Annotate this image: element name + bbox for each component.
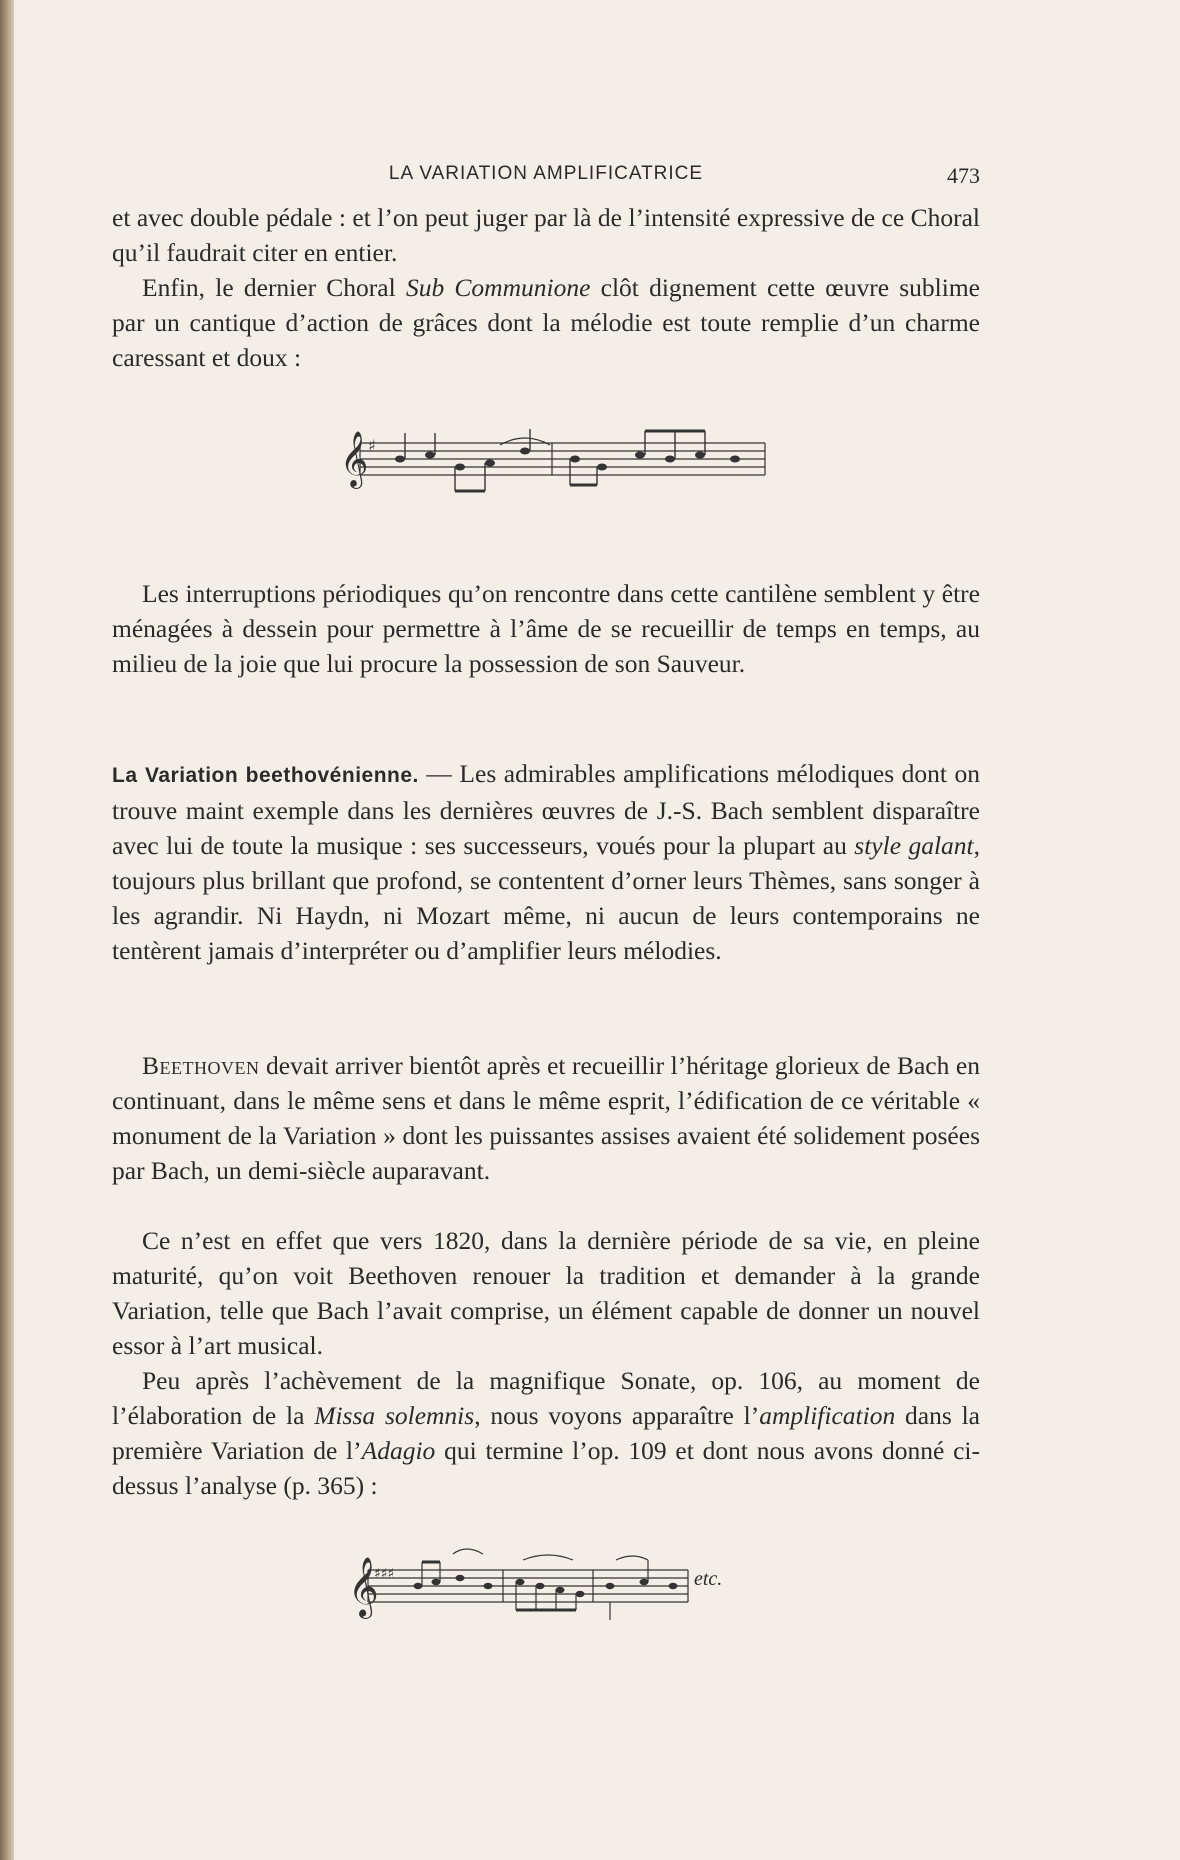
paragraph-7-text-a: Peu après l’achèvement de la magnifique Sonate, op. 106, au moment de l’élaboration de la bbox=[112, 1366, 980, 1430]
book-spine-edge bbox=[0, 0, 14, 1860]
name-beethoven: Beethoven bbox=[142, 1051, 260, 1080]
running-title: LA VARIATION AMPLIFICATRICE bbox=[388, 163, 704, 184]
work-title-sub-communione: Sub Communione bbox=[405, 273, 591, 302]
svg-text:♯: ♯ bbox=[368, 436, 376, 455]
paragraph-7-text-d: qui termine l’op. 109 et dont nous avons donné ci-dessus l’analyse (p. 365) : bbox=[112, 1436, 980, 1500]
music-example-2 bbox=[348, 1540, 723, 1630]
paragraph-7 bbox=[112, 1363, 980, 1503]
italic-missa-solemnis: Missa solemnis bbox=[314, 1401, 475, 1430]
music-example-1 bbox=[340, 425, 770, 505]
paragraph-1-text: et avec double pédale : et l’on peut juger par là de l’intensité expressive de ce Choral qu’il faudrait citer en entier. bbox=[112, 203, 980, 267]
paragraph-2-text-b: clôt dignement cette œuvre sublime par un cantique d’action de grâces dont la mélodie est toute remplie d’un charme caressant et doux : bbox=[112, 273, 980, 372]
section-heading: La Variation beethovénienne. bbox=[112, 764, 419, 787]
paragraph-6 bbox=[112, 1223, 980, 1363]
music-staff-1 bbox=[340, 425, 770, 505]
paragraph-7-text-b: , nous voyons apparaître l’ bbox=[474, 1401, 760, 1430]
italic-adagio: Adagio bbox=[361, 1436, 436, 1465]
paragraph-5 bbox=[112, 1048, 980, 1188]
italic-style-galant: style galant bbox=[854, 831, 974, 860]
running-head bbox=[112, 163, 980, 189]
music-staff-2 bbox=[348, 1540, 698, 1630]
paragraph-2 bbox=[112, 270, 980, 375]
treble-clef-icon-2: 𝄞 bbox=[348, 1557, 379, 1617]
paragraph-7-text-c: dans la première Variation de l’ bbox=[112, 1401, 980, 1465]
paragraph-4 bbox=[112, 756, 980, 968]
paragraph-6-text: Ce n’est en effet que vers 1820, dans la dernière période de sa vie, en pleine maturité, qu’on voit Beethoven renouer la tradition et demander à la grande Variation, telle que Bach l’avait comprise, un élément capable de donner un nouvel essor à l’art musical. bbox=[112, 1226, 980, 1360]
music-etc-label: etc. bbox=[694, 1568, 723, 1590]
paragraph-4-text-b: , toujours plus brillant que profond, se contentent d’orner leurs Thèmes, sans songer à les agrandir. Ni Haydn, ni Mozart même, ni aucun de leurs contemporains ne tentèrent jamais d’interpréter ou d’amplifier leurs mélodies. bbox=[112, 831, 981, 965]
paragraph-4-text-a: — Les admirables amplifications mélodiques dont on trouve maint exemple dans les dernières œuvres de J.-S. Bach semblent disparaître avec lui de toute la musique : ses successeurs, voués pour la plupart au bbox=[112, 759, 981, 860]
svg-text:♯♯♯: ♯♯♯ bbox=[374, 1566, 395, 1582]
paragraph-2-text-a: Enfin, le dernier Choral bbox=[142, 273, 406, 302]
paragraph-5-text: devait arriver bientôt après et recueillir l’héritage glorieux de Bach en continuant, dans le même sens et dans le même esprit, l’édification de ce véritable « monument de la Variation » dont les puissantes assises avaient été solidement posées par Bach, un demi-siècle auparavant. bbox=[112, 1051, 980, 1185]
page-number: 473 bbox=[947, 163, 980, 188]
paragraph-3-text: Les interruptions périodiques qu’on rencontre dans cette cantilène semblent y être ménagées à dessein pour permettre à l’âme de se recueillir de temps en temps, au milieu de la joie que lui procure la possession de son Sauveur. bbox=[112, 579, 980, 678]
paragraph-1 bbox=[112, 200, 980, 270]
treble-clef-icon: 𝄞 bbox=[340, 431, 369, 487]
italic-amplification: amplification bbox=[759, 1401, 896, 1430]
paragraph-3 bbox=[112, 576, 980, 681]
